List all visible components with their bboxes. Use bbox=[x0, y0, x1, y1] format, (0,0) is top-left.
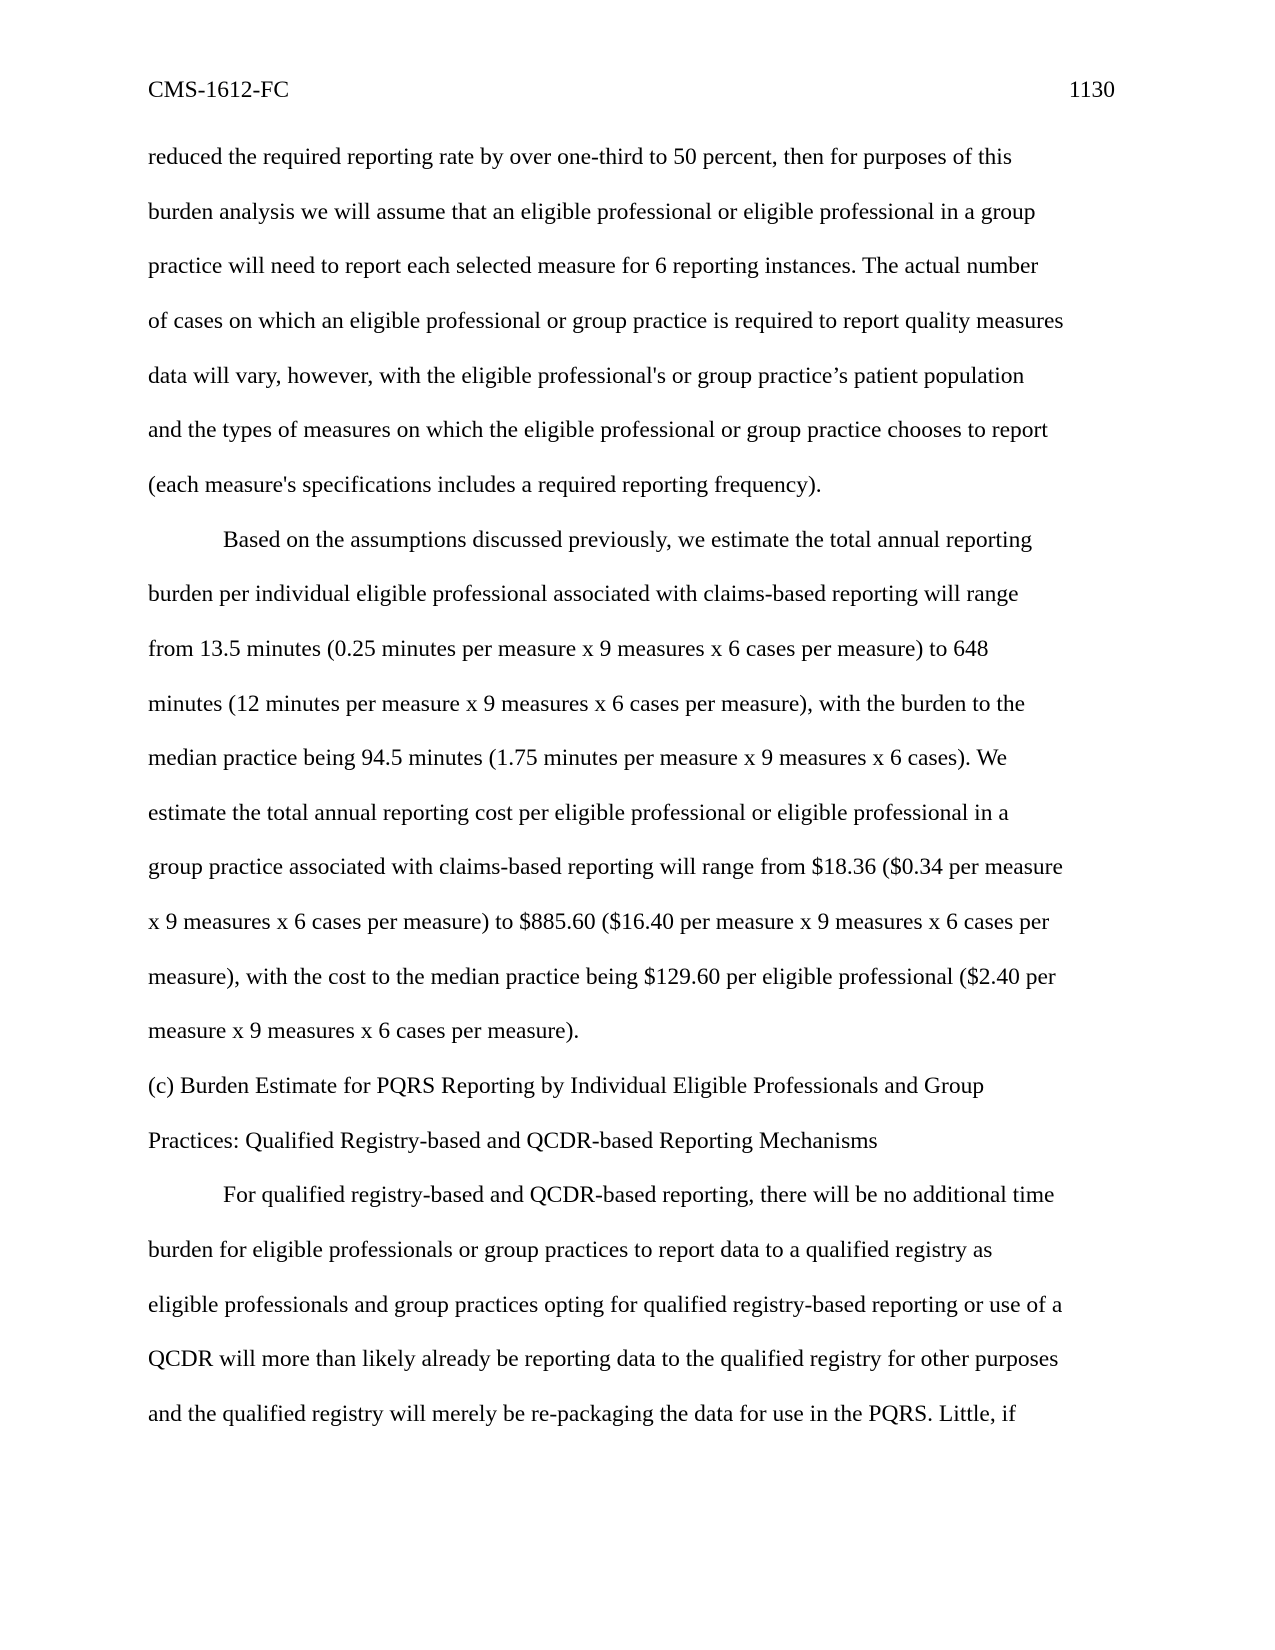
body-line: from 13.5 minutes (0.25 minutes per measure x 9 measures x 6 cases per measure) to 648 bbox=[148, 636, 989, 662]
paragraph-first-line: Based on the assumptions discussed previously, we estimate the total annual reporting bbox=[223, 527, 1033, 553]
body-line: QCDR will more than likely already be reporting data to the qualified registry for other purposes bbox=[148, 1346, 1059, 1372]
body-line: minutes (12 minutes per measure x 9 measures x 6 cases per measure), with the burden to the bbox=[148, 691, 1026, 717]
body-line: and the qualified registry will merely be re-packaging the data for use in the PQRS. Little, if bbox=[148, 1401, 1016, 1427]
body-line: x 9 measures x 6 cases per measure) to $885.60 ($16.40 per measure x 9 measures x 6 cases per bbox=[148, 909, 1050, 935]
body-line: estimate the total annual reporting cost per eligible professional or eligible professional in a bbox=[148, 800, 1009, 826]
page-number: 1130 bbox=[1068, 77, 1115, 103]
body-line: median practice being 94.5 minutes (1.75 minutes per measure x 9 measures x 6 cases). We bbox=[148, 745, 1008, 771]
body-line: burden analysis we will assume that an eligible professional or eligible professional in a group bbox=[148, 199, 1036, 225]
body-line: (each measure's specifications includes a required reporting frequency). bbox=[148, 472, 822, 498]
body-line: eligible professionals and group practices opting for qualified registry-based reporting or use of a bbox=[148, 1292, 1063, 1318]
body-line: burden per individual eligible professional associated with claims-based reporting will range bbox=[148, 581, 1019, 607]
section-heading: (c) Burden Estimate for PQRS Reporting by Individual Eligible Professionals and Group bbox=[148, 1073, 985, 1099]
body-line: and the types of measures on which the eligible professional or group practice chooses to report bbox=[148, 417, 1048, 443]
body-line: of cases on which an eligible professional or group practice is required to report quality measures bbox=[148, 308, 1064, 334]
body-line: practice will need to report each selected measure for 6 reporting instances. The actual number bbox=[148, 253, 1039, 279]
body-line: reduced the required reporting rate by over one-third to 50 percent, then for purposes of this bbox=[148, 144, 1012, 170]
paragraph-first-line: For qualified registry-based and QCDR-based reporting, there will be no additional time bbox=[223, 1182, 1055, 1208]
body-line: burden for eligible professionals or group practices to report data to a qualified registry as bbox=[148, 1237, 993, 1263]
section-heading: Practices: Qualified Registry-based and QCDR-based Reporting Mechanisms bbox=[148, 1128, 878, 1154]
page-header bbox=[148, 70, 1115, 110]
document-id: CMS-1612-FC bbox=[148, 77, 290, 103]
body-line: data will vary, however, with the eligible professional's or group practice’s patient population bbox=[148, 363, 1025, 389]
body-line: measure x 9 measures x 6 cases per measure). bbox=[148, 1018, 580, 1044]
body-line: measure), with the cost to the median practice being $129.60 per eligible professional ($2.40 per bbox=[148, 964, 1056, 990]
body-line: group practice associated with claims-based reporting will range from $18.36 ($0.34 per measure bbox=[148, 854, 1063, 880]
